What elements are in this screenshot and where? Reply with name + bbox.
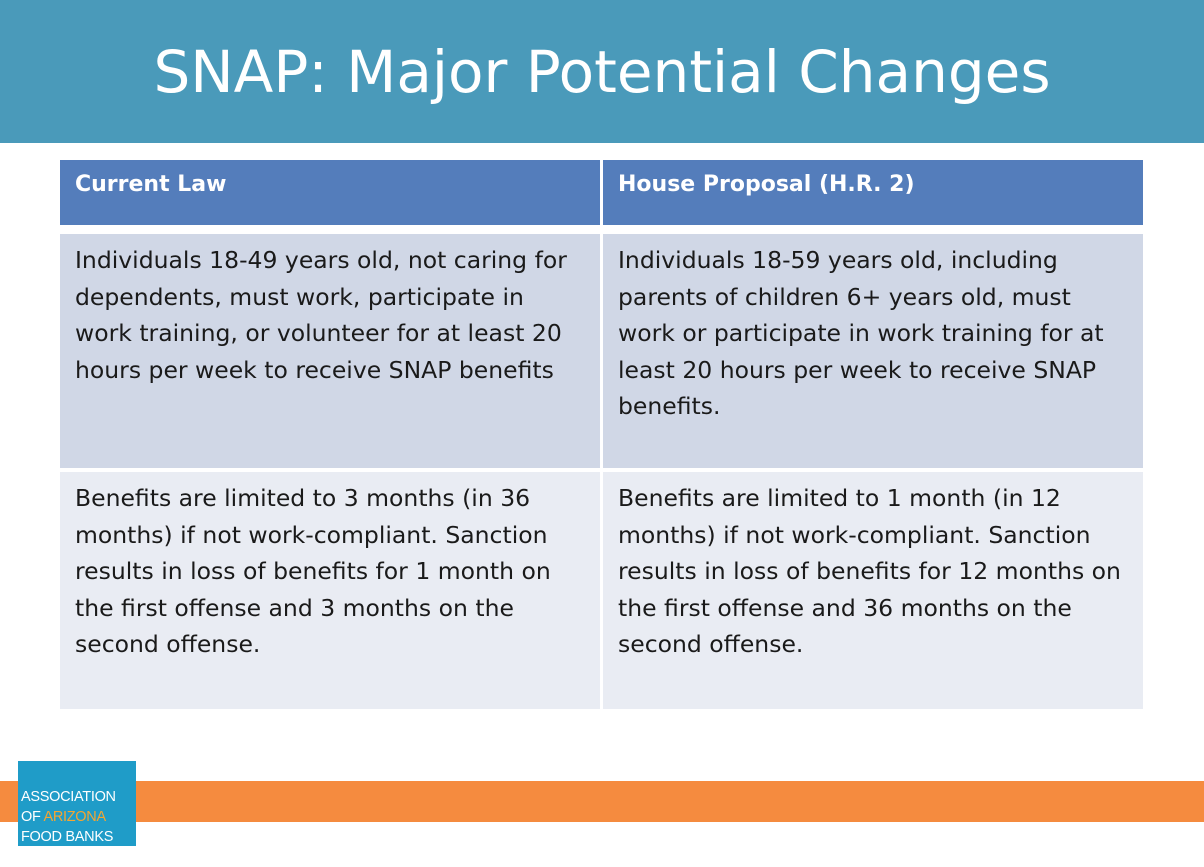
logo-line-1: ASSOCIATION <box>21 789 116 805</box>
row2-current-law: Benefits are limited to 3 months (in 36 months) if not work-compliant. Sanction results in loss of benefits for 1 month on the first offense and 3 months on the second offense. <box>60 472 600 709</box>
header-house-proposal: House Proposal (H.R. 2) <box>603 160 1143 225</box>
row1-house-proposal: Individuals 18-59 years old, including parents of children 6+ years old, must work or participate in work training for at least 20 hours per week to receive SNAP benefits. <box>603 234 1143 468</box>
header-current-law: Current Law <box>60 160 600 225</box>
logo-line-2-prefix: OF <box>21 809 44 825</box>
row2-house-proposal: Benefits are limited to 1 month (in 12 months) if not work-compliant. Sanction results in loss of benefits for 12 months on the first offense and 36 months on the second offense. <box>603 472 1143 709</box>
logo-line-2 <box>21 807 136 827</box>
slide-title: SNAP: Major Potential Changes <box>153 38 1051 106</box>
logo-line-2-highlight: ARIZONA <box>43 809 106 825</box>
footer-bar <box>0 781 1204 822</box>
association-logo <box>18 761 136 846</box>
title-bar <box>0 0 1204 143</box>
row1-current-law: Individuals 18-49 years old, not caring for dependents, must work, participate in work training, or volunteer for at least 20 hours per week to receive SNAP benefits <box>60 234 600 468</box>
logo-line-3: FOOD BANKS <box>21 829 114 845</box>
